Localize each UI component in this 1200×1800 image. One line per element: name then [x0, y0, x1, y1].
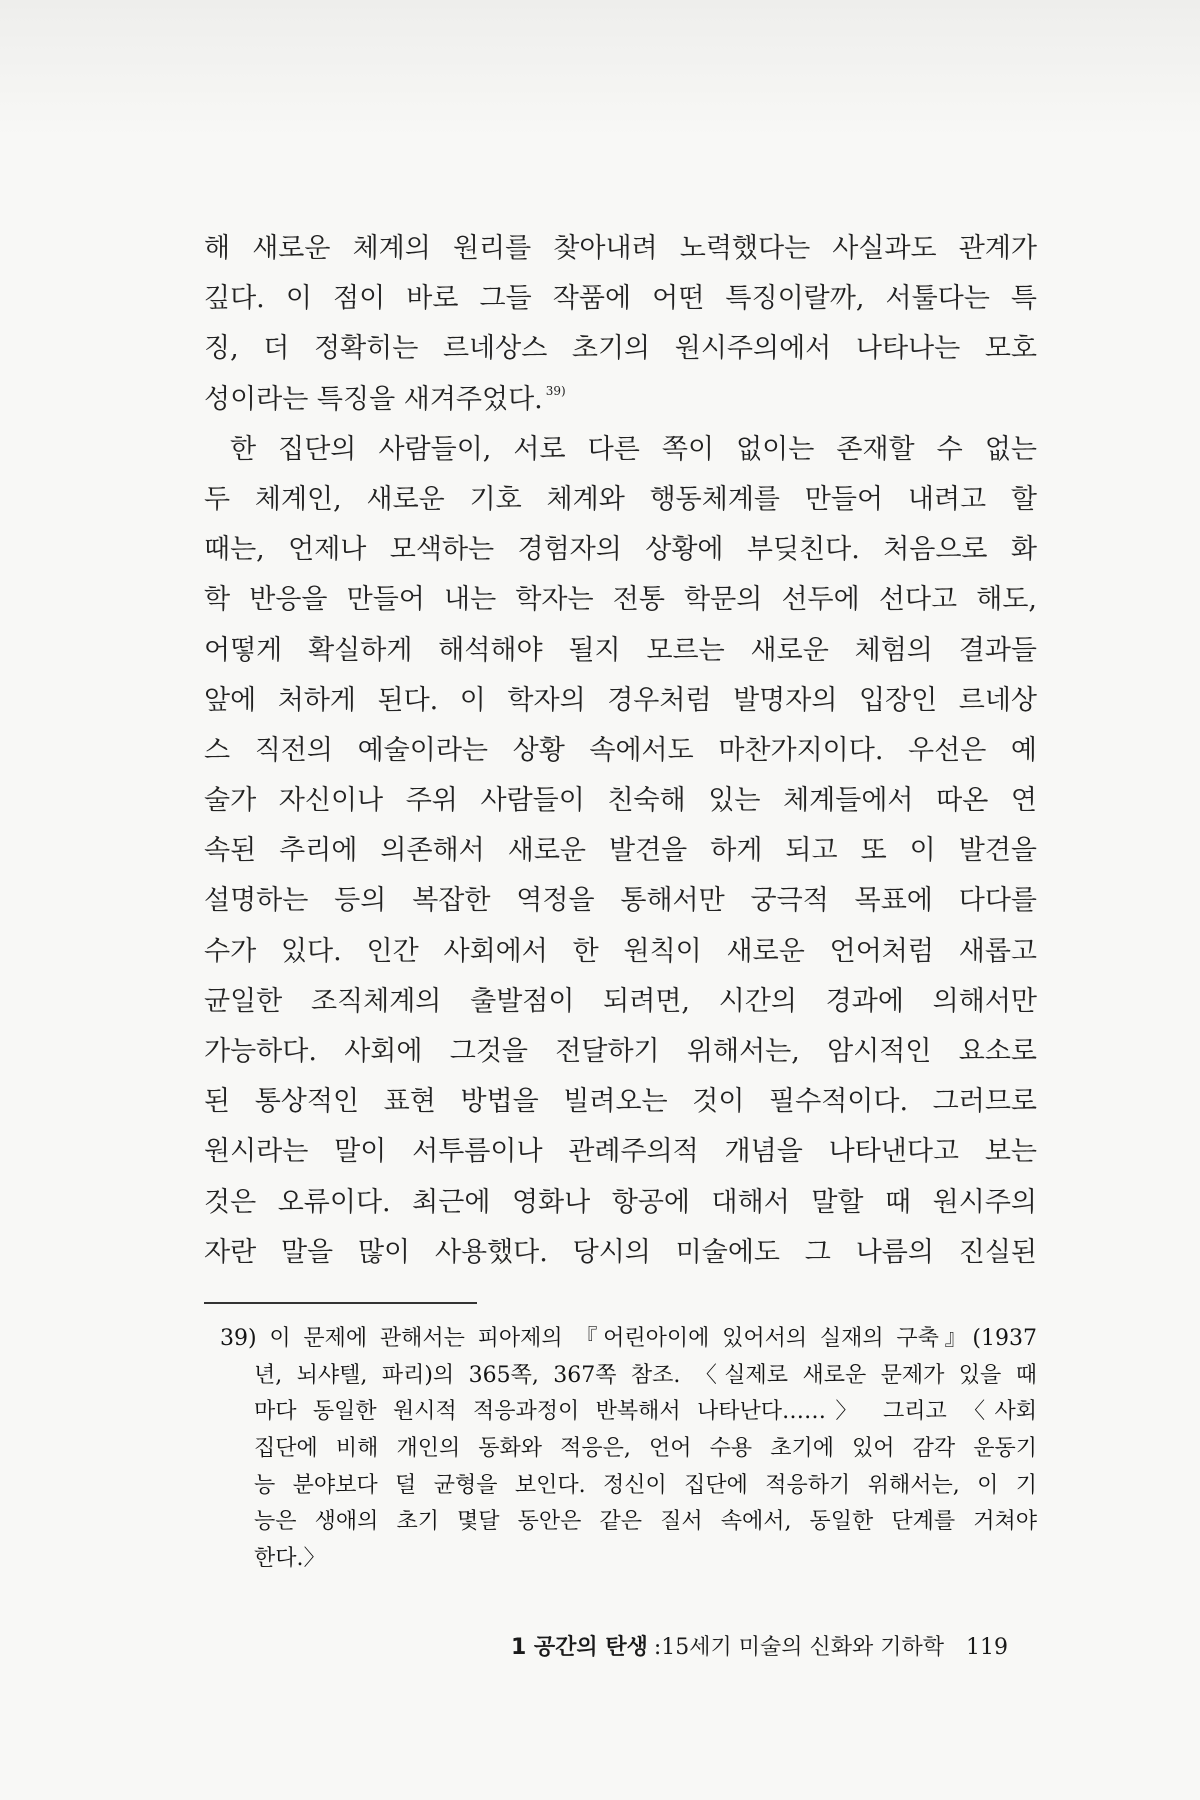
- text-line-content: 자란 말을 많이 사용했다. 당시의 미술에도 그 나름의 진실된: [204, 1236, 1037, 1268]
- text-line-content: 것은 오류이다. 최근에 영화나 항공에 대해서 말할 때 원시주의: [204, 1186, 1037, 1218]
- text-line-content: 앞에 처하게 된다. 이 학자의 경우처럼 발명자의 입장인 르네상: [204, 684, 1037, 716]
- text-line: [204, 876, 1037, 926]
- footnote-line: [254, 1394, 1037, 1431]
- text-line-content: 설명하는 등의 복잡한 역정을 통해서만 궁극적 목표에 다다를: [204, 885, 1037, 917]
- footnote-line: [254, 1468, 1037, 1505]
- text-line: [204, 525, 1037, 575]
- text-line: [204, 776, 1037, 826]
- footnote-line: [254, 1431, 1037, 1468]
- footnote-reference: 39): [545, 383, 566, 398]
- running-footer: [511, 1630, 1008, 1666]
- text-line-content: 성이라는 특징을 새겨주었다.: [204, 383, 543, 415]
- paragraph-1: [204, 224, 1037, 425]
- text-line: [204, 726, 1037, 776]
- footnote: [220, 1321, 1037, 1578]
- text-line-content: 한 집단의 사람들이, 서로 다른 쪽이 없이는 존재할 수 없는: [230, 433, 1037, 465]
- text-line: [204, 475, 1037, 525]
- text-line-content: 두 체계인, 새로운 기호 체계와 행동체계를 만들어 내려고 할: [204, 483, 1037, 515]
- text-line: [204, 274, 1037, 324]
- page-number: 119: [966, 1635, 1008, 1660]
- footnote-line-content: 한다.〉: [254, 1546, 326, 1572]
- text-line-content: 징, 더 정확히는 르네상스 초기의 원시주의에서 나타나는 모호: [204, 333, 1037, 365]
- footnote-line-content: 년, 뇌샤텔, 파리)의 365쪽, 367쪽 참조. 〈실제로 새로운 문제가 있을 때: [254, 1362, 1037, 1388]
- text-line-content: 수가 있다. 인간 사회에서 한 원칙이 새로운 언어처럼 새롭고: [204, 935, 1037, 967]
- footnote-line: [254, 1504, 1037, 1541]
- footnote-line-content: 능은 생애의 초기 몇달 동안은 같은 질서 속에서, 동일한 단계를 거쳐야: [254, 1509, 1037, 1535]
- text-line: [204, 575, 1037, 625]
- text-line-content: 해 새로운 체계의 원리를 찾아내려 노력했다는 사실과도 관계가: [204, 233, 1037, 264]
- footnote-line: [254, 1541, 1037, 1578]
- text-line-content: 어떻게 확실하게 해석해야 될지 모르는 새로운 체험의 결과들: [204, 634, 1037, 666]
- text-line: [204, 826, 1037, 876]
- paragraph-2: [204, 425, 1037, 1278]
- page-scan-shade: [0, 0, 1200, 140]
- footnote-line-content: 마다 동일한 원시적 적응과정이 반복해서 나타난다……〉 그리고 〈사회: [254, 1399, 1037, 1425]
- text-line: [204, 626, 1037, 676]
- text-line: [204, 1228, 1037, 1278]
- footnote-line-content: 이 문제에 관해서는 피아제의 『어린아이에 있어서의 실재의 구축』(1937: [269, 1326, 1037, 1351]
- text-line: [204, 1027, 1037, 1077]
- footnote-number: 39): [220, 1326, 257, 1351]
- text-line-content: 술가 자신이나 주위 사람들이 친숙해 있는 체계들에서 따온 연: [204, 785, 1037, 817]
- text-line-content: 균일한 조직체계의 출발점이 되려면, 시간의 경과에 의해서만: [204, 985, 1037, 1017]
- footnote-line-content: 능 분야보다 덜 균형을 보인다. 정신이 집단에 적응하기 위해서는, 이 기: [254, 1472, 1037, 1498]
- text-line-content: 속된 추리에 의존해서 새로운 발견을 하게 되고 또 이 발견을: [204, 835, 1037, 867]
- text-line: [204, 676, 1037, 726]
- text-line-content: 깊다. 이 점이 바로 그들 작품에 어떤 특징이랄까, 서툴다는 특: [204, 283, 1037, 315]
- footnote-line: [254, 1358, 1037, 1395]
- main-text: [204, 224, 1037, 1278]
- footnote-line-content: 집단에 비해 개인의 동화와 적응은, 언어 수용 초기에 있어 감각 운동기: [254, 1436, 1037, 1462]
- text-line: [204, 425, 1037, 475]
- text-line-content: 된 통상적인 표현 방법을 빌려오는 것이 필수적이다. 그러므로: [204, 1086, 1037, 1118]
- text-line: [204, 927, 1037, 977]
- footnote-line: [220, 1321, 1037, 1358]
- chapter-subtitle: :15세기 미술의 신화와 기하학: [653, 1635, 944, 1660]
- footnote-divider: [204, 1302, 477, 1304]
- text-line: [204, 1077, 1037, 1127]
- text-line: [204, 977, 1037, 1027]
- text-line-content: 가능하다. 사회에 그것을 전달하기 위해서는, 암시적인 요소로: [204, 1036, 1037, 1067]
- text-line: [204, 1127, 1037, 1177]
- text-line-content: 때는, 언제나 모색하는 경험자의 상황에 부딪친다. 처음으로 화: [204, 534, 1037, 566]
- text-line-content: 스 직전의 예술이라는 상황 속에서도 마찬가지이다. 우선은 예: [204, 734, 1037, 766]
- text-line: [204, 324, 1037, 374]
- text-line-content: 원시라는 말이 서투름이나 관례주의적 개념을 나타낸다고 보는: [204, 1136, 1037, 1168]
- chapter-title: 1 공간의 탄생: [510, 1635, 648, 1660]
- text-line-content: 학 반응을 만들어 내는 학자는 전통 학문의 선두에 선다고 해도,: [204, 584, 1037, 616]
- text-line: [204, 1178, 1037, 1228]
- text-line: [204, 224, 1037, 274]
- text-line: [204, 375, 1037, 425]
